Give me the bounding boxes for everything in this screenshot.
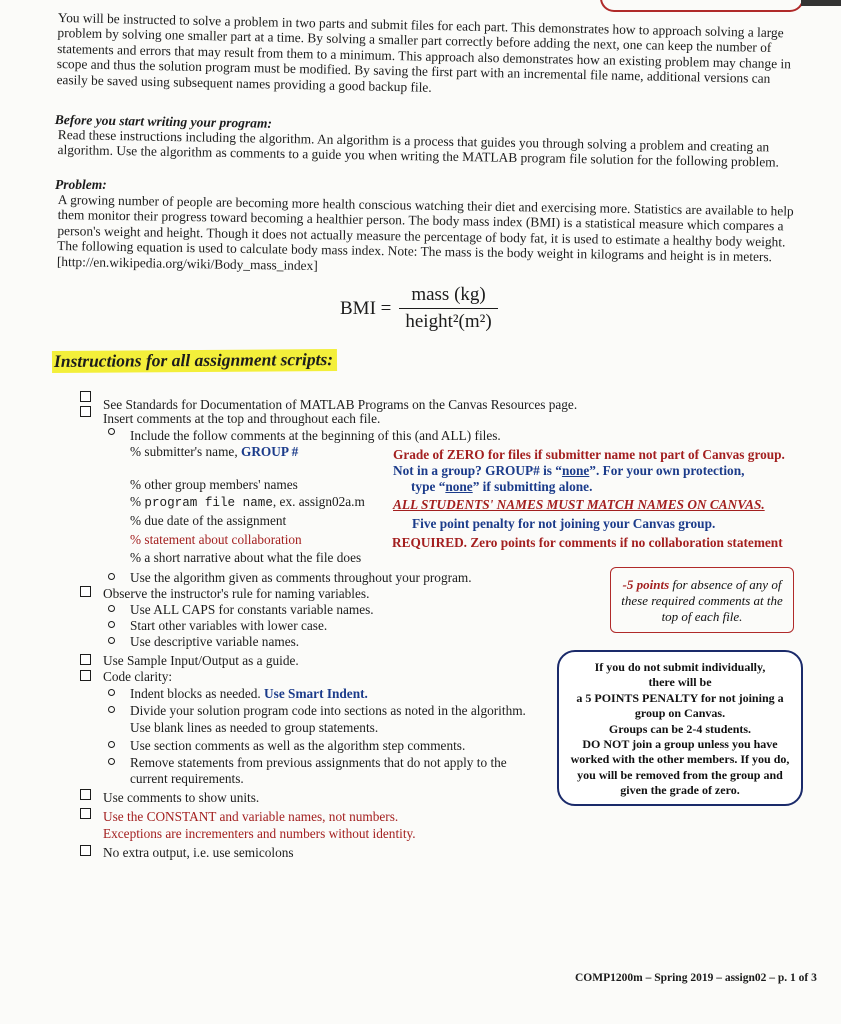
- checkbox-icon: [80, 654, 91, 665]
- item-standards: See Standards for Documentation of MATLAB Programs on the Canvas Resources page.: [103, 397, 578, 412]
- item-sample-io: Use Sample Input/Output as a guide.: [103, 653, 299, 668]
- bullet-icon: [108, 758, 115, 765]
- percent-sign: %: [130, 477, 142, 492]
- item-indent: Indent blocks as needed. Use Smart Indent.: [130, 686, 368, 701]
- points-callout-text: -5 points for absence of any of these required comments at the top of each file.: [621, 577, 783, 624]
- item-clarity: Code clarity:: [103, 669, 173, 684]
- formula-denominator: height²(m²): [405, 311, 492, 332]
- item-algorithm: Use the algorithm given as comments throughout your program.: [130, 570, 472, 585]
- item-divide-2: Use blank lines as needed to group statements.: [130, 720, 379, 735]
- item-constant-2: Exceptions are incrementers and numbers without identity.: [103, 826, 416, 841]
- comment-line-collaboration: % statement about collaboration: [130, 532, 302, 547]
- checkbox-icon: [80, 789, 91, 800]
- item-constant-1: Use the CONSTANT and variable names, not numbers.: [103, 809, 399, 824]
- before-heading: Before you start writing your program:: [54, 112, 273, 131]
- bullet-icon: [108, 637, 115, 644]
- note-grade-zero: Grade of ZERO for files if submitter name not part of Canvas group.: [393, 447, 785, 462]
- item-remove-1: Remove statements from previous assignments that do not apply to the: [130, 755, 507, 770]
- note-required: REQUIRED. Zero points for comments if no collaboration statement: [392, 535, 783, 550]
- instructions-heading: Instructions for all assignment scripts:: [52, 349, 337, 373]
- comment-line-submitter: % submitter's name, GROUP #: [130, 444, 299, 459]
- page-footer: COMP1200m – Spring 2019 – assign02 – p. 1 of 3: [575, 972, 817, 984]
- item-remove-2: current requirements.: [130, 771, 244, 786]
- checkbox-icon: [80, 586, 91, 597]
- page-edge: [801, 0, 841, 6]
- percent-sign: %: [130, 494, 142, 509]
- item-divide-1: Divide your solution program code into sections as noted in the algorithm.: [130, 703, 526, 718]
- intro-paragraph: You will be instructed to solve a problem in two parts and submit files for each part. This demonstrates how to approach solving a large problem by solving one smaller part at a time. By solving a smaller part correctly before adding the next, one can keep the number of statements and errors that may result from them to a minimum. This approach also demonstrates how an existing problem may change in scope and thus the solution program must be modified. By saving the first part with an incremental file name, additional versions can easily be saved using subsequent names providing a good backup file.: [56, 10, 792, 95]
- bullet-icon: [108, 741, 115, 748]
- group-callout: [557, 650, 803, 806]
- bullet-icon: [108, 706, 115, 713]
- bullet-icon: [108, 428, 115, 435]
- checkbox-icon: [80, 845, 91, 856]
- item-lower: Start other variables with lower case.: [130, 618, 328, 633]
- item-observe: Observe the instructor's rule for naming variables.: [103, 586, 370, 601]
- note-all-students: ALL STUDENTS' NAMES MUST MATCH NAMES ON CANVAS.: [393, 497, 765, 512]
- item-units: Use comments to show units.: [103, 790, 260, 805]
- item-section: Use section comments as well as the algorithm step comments.: [130, 738, 466, 753]
- bullet-icon: [108, 689, 115, 696]
- percent-sign: %: [130, 513, 142, 528]
- checkbox-icon: [80, 670, 91, 681]
- item-include-follow: Include the follow comments at the beginning of this (and ALL) files.: [130, 428, 501, 443]
- checkbox-icon: [80, 808, 91, 819]
- percent-sign: %: [130, 532, 142, 547]
- comment-line-due-date: % due date of the assignment: [130, 513, 287, 528]
- comment-line-members: % other group members' names: [130, 477, 298, 492]
- points-callout: [610, 567, 794, 633]
- checkbox-icon: [80, 406, 91, 417]
- before-paragraph: Read these instructions including the algorithm. An algorithm is a process that guides you through solving a problem and creating an algorithm. Use the algorithm as comments to a guide you when writing the MATLAB program file solution for the following problem.: [57, 127, 780, 170]
- decorative-arc: [600, 0, 804, 12]
- comment-line-narrative: % a short narrative about what the file does: [130, 550, 362, 565]
- bullet-icon: [108, 621, 115, 628]
- checkbox-icon: [80, 391, 91, 402]
- formula-lhs: BMI =: [340, 297, 392, 319]
- percent-sign: %: [130, 444, 142, 459]
- item-caps: Use ALL CAPS for constants variable names.: [130, 602, 374, 617]
- group-callout-text: If you do not submit individually, there will be a 5 POINTS PENALTY for not joining a group on Canvas. Groups can be 2-4 students. DO NOT join a group unless you have worked with the other members. If you do, you will be removed from the group and given the grade of zero.: [570, 660, 790, 798]
- bullet-icon: [108, 573, 115, 580]
- item-insert-comments: Insert comments at the top and throughout each file.: [103, 411, 381, 426]
- formula-fraction: [399, 284, 497, 333]
- problem-heading: Problem:: [55, 177, 107, 192]
- percent-sign: %: [130, 550, 142, 565]
- problem-paragraph: A growing number of people are becoming more health conscious watching their diet and exercising more. Statistics are available to help them monitor their progress toward becoming a healthier person. The body mass index (BMI) is a statistical measure which compares a person's weight and height. Though it does not actually measure the percentage of body fat, it is used to estimate a healthy body weight. The following equation is used to calculate body mass index. Note: The mass is the body weight in kilograms and height is in meters. [http://en.wikipedia.org/wiki/Body_mass_index]: [56, 192, 794, 273]
- comment-line-filename: % program file name, ex. assign02a.m: [130, 494, 365, 510]
- item-descriptive: Use descriptive variable names.: [130, 634, 300, 649]
- bullet-icon: [108, 605, 115, 612]
- note-type-none: type “none” if submitting alone.: [411, 479, 593, 494]
- bmi-formula: [340, 284, 498, 333]
- note-not-in-group: Not in a group? GROUP# is “none”. For your own protection,: [393, 463, 745, 478]
- item-no-output: No extra output, i.e. use semicolons: [103, 845, 294, 860]
- note-five-point: Five point penalty for not joining your Canvas group.: [412, 516, 716, 531]
- formula-numerator: mass (kg): [411, 284, 486, 305]
